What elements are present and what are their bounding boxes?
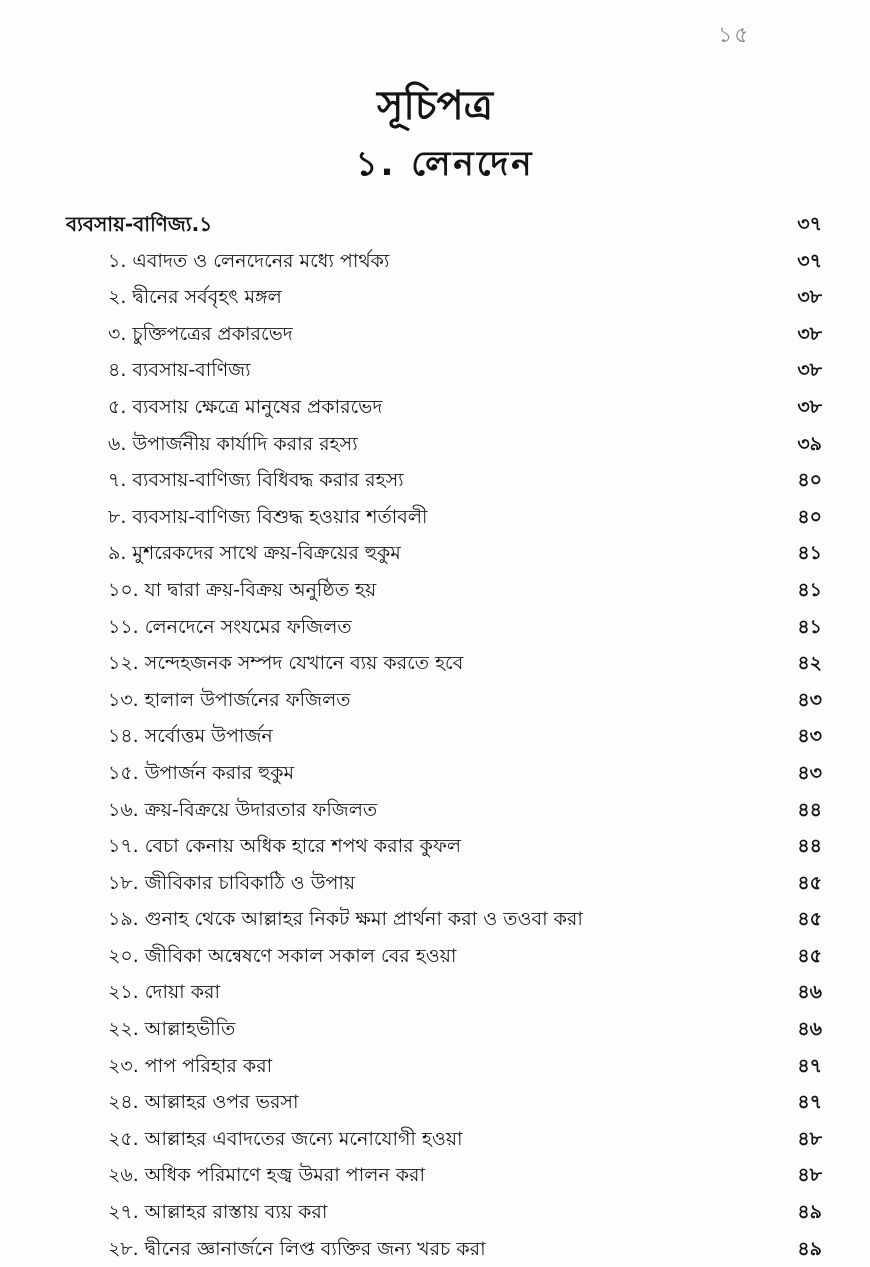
- toc-entry-page: ৪৭: [797, 1091, 822, 1114]
- toc-entry-label: ৫. ব্যবসায় ক্ষেত্রে মানুষের প্রকারভেদ: [108, 395, 383, 418]
- toc-entry: [66, 535, 830, 572]
- toc-entry: [66, 389, 830, 426]
- toc-section-label: ব্যবসায়-বাণিজ্য.১: [66, 212, 213, 236]
- toc-entry-label: ৭. ব্যবসায়-বাণিজ্য বিধিবদ্ধ করার রহস্য: [108, 469, 404, 492]
- toc-entry-label: ১৯. গুনাহ থেকে আল্লাহর নিকট ক্ষমা প্রার্থনা করা ও তওবা করা: [108, 908, 583, 931]
- toc-entry-page: ৪৫: [797, 871, 822, 894]
- toc-entry: [66, 718, 830, 755]
- toc-entry-label: ৪. ব্যবসায়-বাণিজ্য: [108, 359, 251, 382]
- toc-entry-page: ৪৭: [797, 1054, 822, 1077]
- toc-entry: [66, 792, 830, 829]
- toc-entry-label: ৯. মুশরেকদের সাথে ক্রয়-বিক্রয়ের হুকুম: [108, 542, 401, 565]
- toc-entry: [66, 352, 830, 389]
- toc-entry-page: ৪৩: [797, 688, 822, 711]
- toc-entry-page: ৪১: [797, 578, 822, 601]
- toc-entry-page: ৪৪: [797, 835, 822, 858]
- toc-entry-page: ৩৭: [797, 249, 822, 272]
- toc-entry-label: ১৭. বেচা কেনায় অধিক হারে শপথ করার কুফল: [108, 835, 461, 858]
- toc-entry-label: ১৪. সর্বোত্তম উপার্জন: [108, 725, 273, 748]
- toc-entry-label: ২০. জীবিকা অন্বেষণে সকাল সকাল বের হওয়া: [108, 944, 457, 967]
- toc-entry-page: ৪১: [797, 615, 822, 638]
- toc-entry-label: ১৩. হালাল উপার্জনের ফজিলত: [108, 688, 351, 711]
- toc-entry: [66, 1121, 830, 1158]
- toc-items: [66, 243, 830, 1267]
- toc-entry-label: ১১. লেনদেনে সংযমের ফজিলত: [108, 615, 352, 638]
- toc-entry-page: ৪০: [797, 469, 822, 492]
- toc-entry-page: ৪৬: [797, 981, 822, 1004]
- toc-entry-page: ৪৫: [797, 944, 822, 967]
- toc-entry: [66, 279, 830, 316]
- toc-entry: [66, 682, 830, 719]
- toc-entry-label: ১০. যা দ্বারা ক্রয়-বিক্রয় অনুষ্ঠিত হয়: [108, 578, 377, 601]
- toc-entry-label: ২৫. আল্লাহর এবাদতের জন্যে মনোযোগী হওয়া: [108, 1127, 463, 1150]
- toc-entry-label: ১. এবাদত ও লেনদেনের মধ্যে পার্থক্য: [108, 249, 390, 272]
- toc-entry-page: ৩৮: [797, 359, 822, 382]
- toc-entry: [66, 1048, 830, 1085]
- toc-entry-page: ৪৯: [797, 1201, 822, 1224]
- toc-entry: [66, 974, 830, 1011]
- toc-section-row: [66, 206, 830, 243]
- toc-entry-label: ৬. উপার্জনীয় কার্যাদি করার রহস্য: [108, 432, 358, 455]
- toc-entry: [66, 572, 830, 609]
- toc-entry: [66, 316, 830, 353]
- toc-entry-page: ৩৯: [797, 432, 822, 455]
- toc-entry: [66, 865, 830, 902]
- toc-entry-label: ২৩. পাপ পরিহার করা: [108, 1054, 273, 1077]
- toc-entry-page: ৪০: [797, 505, 822, 528]
- toc-entry: [66, 938, 830, 975]
- toc-entry-page: ৪১: [797, 542, 822, 565]
- toc-entry: [66, 426, 830, 463]
- toc-entry-page: ৪৮: [797, 1127, 822, 1150]
- toc-entry: [66, 645, 830, 682]
- toc-entry-label: ৩. চুক্তিপত্রের প্রকারভেদ: [108, 322, 293, 345]
- toc-entry: [66, 1194, 830, 1231]
- toc-entry-page: ৩৮: [797, 395, 822, 418]
- toc-entry: [66, 1084, 830, 1121]
- toc-entry-page: ৩৮: [797, 322, 822, 345]
- toc-entry-page: ৪২: [797, 652, 822, 675]
- toc-entry-label: ২২. আল্লাহভীতি: [108, 1018, 236, 1041]
- toc-entry: [66, 243, 830, 280]
- toc-entry-page: ৪৯: [797, 1237, 822, 1260]
- toc-entry: [66, 499, 830, 536]
- toc-entry-label: ২. দ্বীনের সর্ববৃহৎ মঙ্গল: [108, 286, 282, 309]
- toc-entry: [66, 1157, 830, 1194]
- toc-entry: [66, 1011, 830, 1048]
- toc-entry-label: ১৬. ক্রয়-বিক্রয়ে উদারতার ফজিলত: [108, 798, 378, 821]
- toc-entry-label: ৮. ব্যবসায়-বাণিজ্য বিশুদ্ধ হওয়ার শর্তাবলী: [108, 505, 428, 528]
- toc-entry-page: ৪৩: [797, 725, 822, 748]
- toc-entry-label: ২৪. আল্লাহর ওপর ভরসা: [108, 1091, 299, 1114]
- toc-entry: [66, 609, 830, 646]
- toc-entry-label: ২৭. আল্লাহর রাস্তায় ব্যয় করা: [108, 1201, 328, 1224]
- toc-entry-label: ১৫. উপার্জন করার হুকুম: [108, 761, 295, 784]
- toc-entry: [66, 755, 830, 792]
- toc-entry: [66, 462, 830, 499]
- toc-entry-label: ১২. সন্দেহজনক সম্পদ যেখানে ব্যয় করতে হবে: [108, 652, 464, 675]
- toc-entry: [66, 828, 830, 865]
- page-title: সূচিপত্র: [377, 83, 493, 129]
- table-of-contents: [66, 206, 830, 1267]
- toc-entry-page: ৪৬: [797, 1018, 822, 1041]
- toc-entry: [66, 1231, 830, 1267]
- toc-entry-label: ২৮. দ্বীনের জ্ঞানার্জনে লিপ্ত ব্যক্তির জন্য খরচ করা: [108, 1237, 486, 1260]
- toc-entry-page: ৪৫: [797, 908, 822, 931]
- toc-section-page: ৩৭: [797, 213, 822, 235]
- toc-entry-page: ৪৮: [797, 1164, 822, 1187]
- toc-entry-label: ২৬. অধিক পরিমাণে হজ্ব উমরা পালন করা: [108, 1164, 425, 1187]
- toc-entry-page: ৪৩: [797, 761, 822, 784]
- toc-entry-page: ৩৮: [797, 286, 822, 309]
- chapter-title: ১. লেনদেন: [355, 144, 535, 184]
- toc-entry-page: ৪৪: [797, 798, 822, 821]
- toc-entry-label: ১৮. জীবিকার চাবিকাঠি ও উপায়: [108, 871, 356, 894]
- page-number: ১৫: [718, 23, 751, 48]
- toc-entry: [66, 901, 830, 938]
- toc-entry-label: ২১. দোয়া করা: [108, 981, 220, 1004]
